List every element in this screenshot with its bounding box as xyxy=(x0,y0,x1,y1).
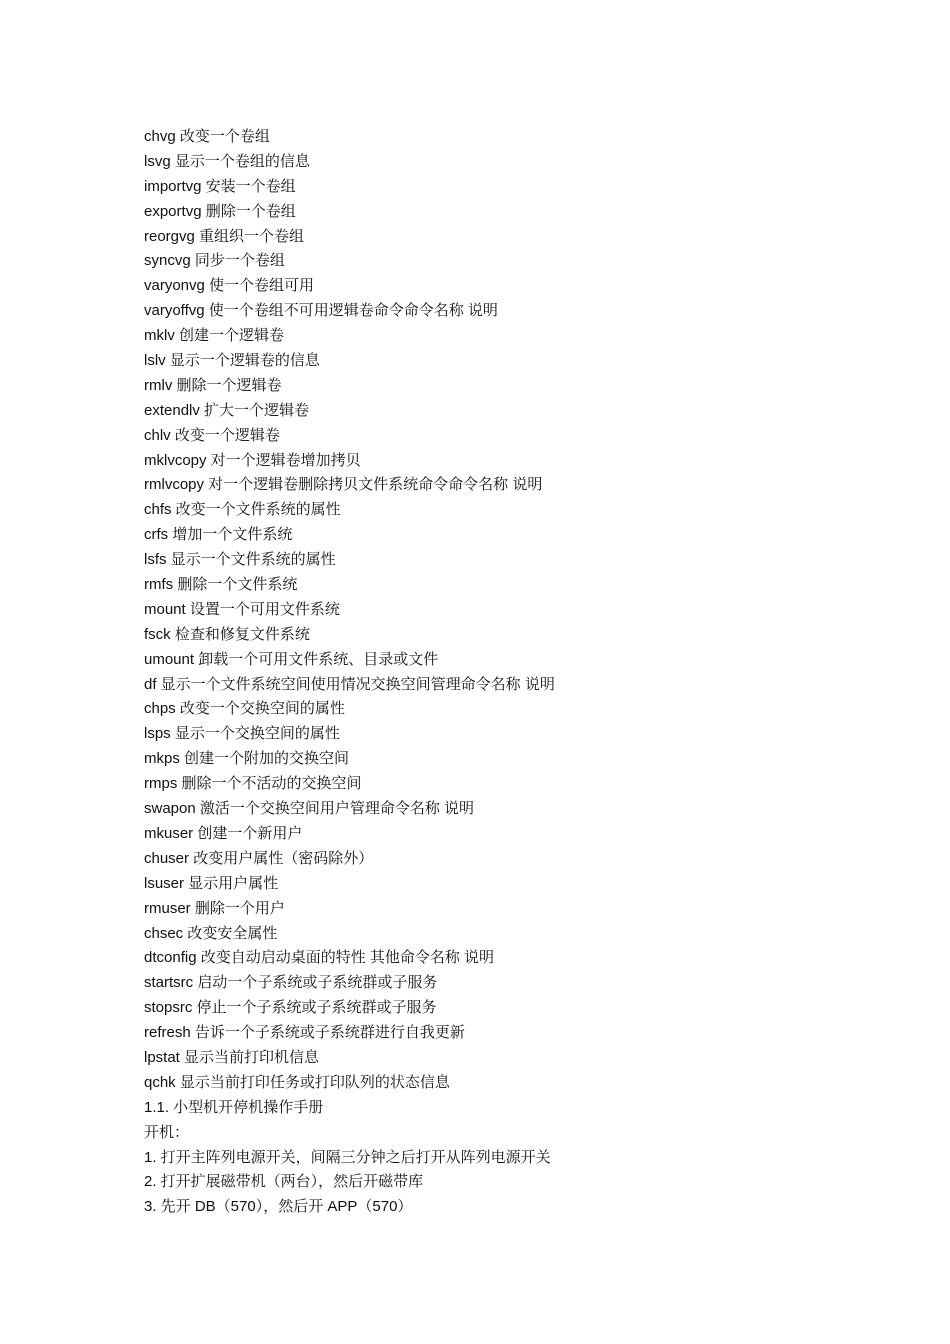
text-line: chps 改变一个交换空间的属性 xyxy=(144,700,345,718)
text-line: chlv 改变一个逻辑卷 xyxy=(144,426,280,444)
step-item: 3. 先开 DB（570），然后开 APP（570） xyxy=(144,1198,413,1216)
text-line: qchk 显示当前打印任务或打印队列的状态信息 xyxy=(144,1073,450,1091)
text-line: df 显示一个文件系统空间使用情况交换空间管理命令名称 说明 xyxy=(144,675,555,693)
text-line: dtconfig 改变自动启动桌面的特性 其他命令名称 说明 xyxy=(144,949,495,967)
text-line: lsfs 显示一个文件系统的属性 xyxy=(144,551,336,569)
text-line: chvg 改变一个卷组 xyxy=(144,128,270,145)
text-line: syncvg 同步一个卷组 xyxy=(144,252,285,270)
step-item: 2. 打开扩展磁带机（两台），然后开磁带库 xyxy=(144,1173,424,1191)
text-line: chsec 改变安全属性 xyxy=(144,924,278,942)
text-line: swapon 激活一个交换空间用户管理命令名称 说明 xyxy=(144,800,475,818)
text-line: rmlvcopy 对一个逻辑卷删除拷贝文件系统命令命令名称 说明 xyxy=(144,476,543,494)
text-line: varyoffvg 使一个卷组不可用逻辑卷命令命令名称 说明 xyxy=(144,302,498,320)
text-line: mkuser 创建一个新用户 xyxy=(144,824,303,842)
text-line: startsrc 启动一个子系统或子系统群或子服务 xyxy=(144,974,438,992)
text-line: reorgvg 重组织一个卷组 xyxy=(144,227,305,245)
text-line: lsvg 显示一个卷组的信息 xyxy=(144,152,310,170)
text-line: 开机： xyxy=(144,1123,190,1141)
document-body xyxy=(144,125,904,1220)
text-line: importvg 安装一个卷组 xyxy=(144,177,296,195)
text-line: rmlv 删除一个逻辑卷 xyxy=(144,376,282,394)
text-line: chuser 改变用户属性（密码除外） xyxy=(144,849,374,867)
text-line: refresh 告诉一个子系统或子系统群进行自我更新 xyxy=(144,1024,465,1042)
text-line: lsuser 显示用户属性 xyxy=(144,874,279,892)
text-line: fsck 检查和修复文件系统 xyxy=(144,625,310,643)
text-line: mount 设置一个可用文件系统 xyxy=(144,600,340,618)
section-heading: 1.1. 小型机开停机操作手册 xyxy=(144,1098,324,1116)
text-line: rmps 删除一个不活动的交换空间 xyxy=(144,775,362,793)
text-line: lsps 显示一个交换空间的属性 xyxy=(144,725,340,743)
text-line: mklv 创建一个逻辑卷 xyxy=(144,327,284,345)
text-line: lslv 显示一个逻辑卷的信息 xyxy=(144,352,320,370)
text-line: exportvg 删除一个卷组 xyxy=(144,202,296,220)
text-line: lpstat 显示当前打印机信息 xyxy=(144,1048,320,1066)
text-line: stopsrc 停止一个子系统或子系统群或子服务 xyxy=(144,999,437,1017)
text-line: mklvcopy 对一个逻辑卷增加拷贝 xyxy=(144,451,361,469)
step-item: 1. 打开主阵列电源开关，间隔三分钟之后打开从阵列电源开关 xyxy=(144,1148,551,1166)
text-line: umount 卸载一个可用文件系统、目录或文件 xyxy=(144,650,439,668)
text-line: rmuser 删除一个用户 xyxy=(144,899,285,917)
text-line: crfs 增加一个文件系统 xyxy=(144,526,293,544)
text-line: varyonvg 使一个卷组可用 xyxy=(144,277,315,295)
text-line: mkps 创建一个附加的交换空间 xyxy=(144,750,350,768)
text-line: rmfs 删除一个文件系统 xyxy=(144,576,298,594)
text-line: chfs 改变一个文件系统的属性 xyxy=(144,501,341,519)
text-line: extendlv 扩大一个逻辑卷 xyxy=(144,401,310,419)
